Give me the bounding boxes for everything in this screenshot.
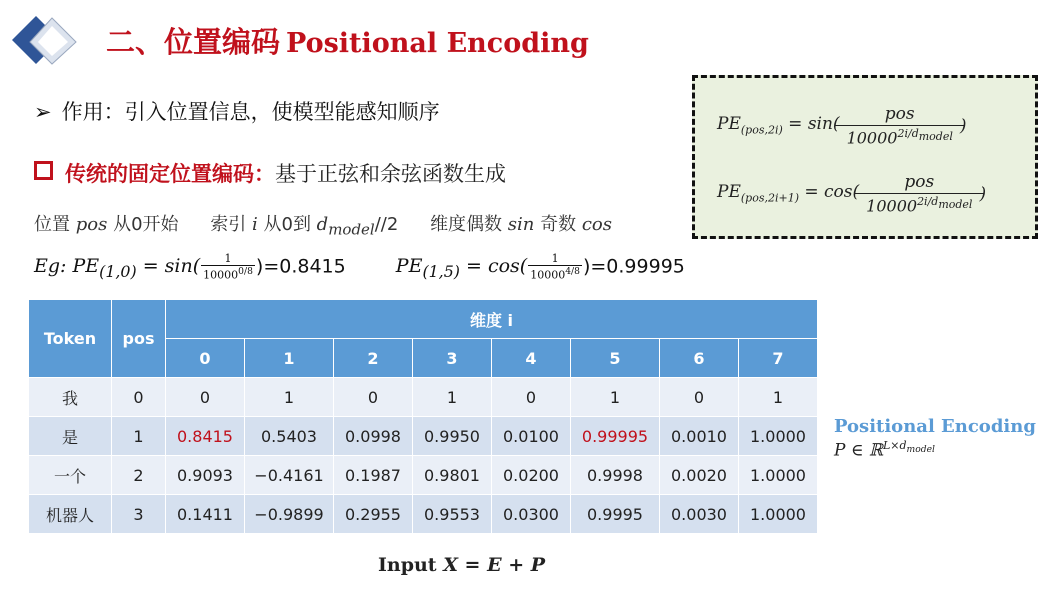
- header-dim-3: 3: [413, 339, 492, 378]
- cell-token: 机器人: [29, 495, 112, 534]
- title-en: Positional Encoding: [286, 28, 589, 59]
- square-bullet-icon: [34, 161, 53, 180]
- cell-value: 1.0000: [739, 495, 818, 534]
- cell-value: 0.1411: [166, 495, 245, 534]
- cell-value-highlight: 0.99995: [571, 417, 660, 456]
- cell-value: 1: [413, 378, 492, 417]
- example-frac-2: $\frac{1}{10000^{4/8}}$: [530, 252, 580, 282]
- formula-box: [692, 75, 1038, 239]
- bullet-fixed-text: 基于正弦和余弦函数生成: [275, 162, 506, 186]
- example-result-1: )=0.8415: [255, 255, 346, 278]
- cell-value: 0.0100: [492, 417, 571, 456]
- header-dim-0: 0: [166, 339, 245, 378]
- cell-value: 0.5403: [245, 417, 334, 456]
- header-dim-5: 5: [571, 339, 660, 378]
- cell-pos: 0: [112, 378, 166, 417]
- cell-value: −0.4161: [245, 456, 334, 495]
- page-title: [106, 20, 589, 61]
- notes-line: [34, 210, 638, 239]
- table-row: [29, 417, 818, 456]
- title-cn: 二、位置编码: [106, 25, 281, 59]
- cell-value: 0.9093: [166, 456, 245, 495]
- cell-value: 0.0010: [660, 417, 739, 456]
- input-equation: [378, 554, 545, 576]
- example-second: $PE_{(1,5)} = \cos$(: [395, 255, 528, 282]
- header-dim-2: 2: [334, 339, 413, 378]
- arrow-bullet-icon: ➢: [34, 100, 52, 124]
- cell-pos: 3: [112, 495, 166, 534]
- cell-value: 1: [571, 378, 660, 417]
- cell-value: 1: [739, 378, 818, 417]
- cell-pos: 1: [112, 417, 166, 456]
- example-line: [34, 252, 685, 282]
- cell-value: 0.9950: [413, 417, 492, 456]
- cell-value: 0.9553: [413, 495, 492, 534]
- header-dim-4: 4: [492, 339, 571, 378]
- cell-value: 0.9995: [571, 495, 660, 534]
- cell-token: 是: [29, 417, 112, 456]
- cell-value: 0.0998: [334, 417, 413, 456]
- header-dim-7: 7: [739, 339, 818, 378]
- cell-value-highlight: 0.8415: [166, 417, 245, 456]
- cell-value: 0.9998: [571, 456, 660, 495]
- cell-value: 0.0030: [660, 495, 739, 534]
- cell-value: 0: [334, 378, 413, 417]
- cell-value: 0: [492, 378, 571, 417]
- header-dim: 维度 i: [166, 300, 818, 339]
- table-row: [29, 495, 818, 534]
- example-frac-1: $\frac{1}{10000^{0/8}}$: [203, 252, 253, 282]
- bullet-role-text: 作用：引入位置信息，使模型能感知顺序: [61, 100, 440, 124]
- cell-value: 1: [245, 378, 334, 417]
- cell-value: 0: [660, 378, 739, 417]
- table-row: [29, 456, 818, 495]
- cell-value: 0: [166, 378, 245, 417]
- cell-value: 0.9801: [413, 456, 492, 495]
- cell-value: 0.0200: [492, 456, 571, 495]
- header-dim-1: 1: [245, 339, 334, 378]
- cell-value: 1.0000: [739, 417, 818, 456]
- positional-encoding-table: [28, 299, 818, 534]
- cell-value: −0.9899: [245, 495, 334, 534]
- cell-value: 0.1987: [334, 456, 413, 495]
- input-label: Input: [378, 554, 437, 576]
- cell-value: 0.0300: [492, 495, 571, 534]
- cell-value: 0.0020: [660, 456, 739, 495]
- cell-value: 0.2955: [334, 495, 413, 534]
- header-token: Token: [29, 300, 112, 378]
- header-dim-6: 6: [660, 339, 739, 378]
- diamond-logo-icon: [12, 14, 82, 66]
- bullet-fixed-highlight: 传统的固定位置编码：: [65, 162, 275, 186]
- example-result-2: )=0.99995: [582, 255, 685, 278]
- table-row: [29, 378, 818, 417]
- note-index: 索引 i 从0到 $d_{model}//2$: [210, 214, 399, 239]
- bullet-fixed-encoding: [34, 158, 506, 188]
- input-expr: X = E + P: [443, 554, 546, 576]
- formula-even: $PE_{(pos,2i)} = \sin$( $\frac{\text{pos}}{10000^{2i/d_{model}}}$ ): [717, 104, 967, 148]
- cell-token: 一个: [29, 456, 112, 495]
- cell-value: 1.0000: [739, 456, 818, 495]
- formula-odd: $PE_{(pos,2i+1)} = \cos$( $\frac{\text{pos}}{10000^{2i/d_{model}}}$ ): [717, 172, 987, 216]
- cell-pos: 2: [112, 456, 166, 495]
- bullet-role: [34, 96, 440, 126]
- header-pos: pos: [112, 300, 166, 378]
- example-prefix: Eg: $PE_{(1,0)} = \sin$(: [34, 255, 201, 282]
- pe-label-title: Positional Encoding: [834, 416, 1036, 437]
- pe-label-math: P ∈ ℝ$^{L\times d_{model}}$: [834, 439, 935, 461]
- positional-encoding-label: [834, 416, 1036, 461]
- note-parity: 维度偶数 sin 奇数 cos: [430, 214, 612, 235]
- cell-token: 我: [29, 378, 112, 417]
- note-pos: 位置 pos 从0开始: [34, 214, 179, 235]
